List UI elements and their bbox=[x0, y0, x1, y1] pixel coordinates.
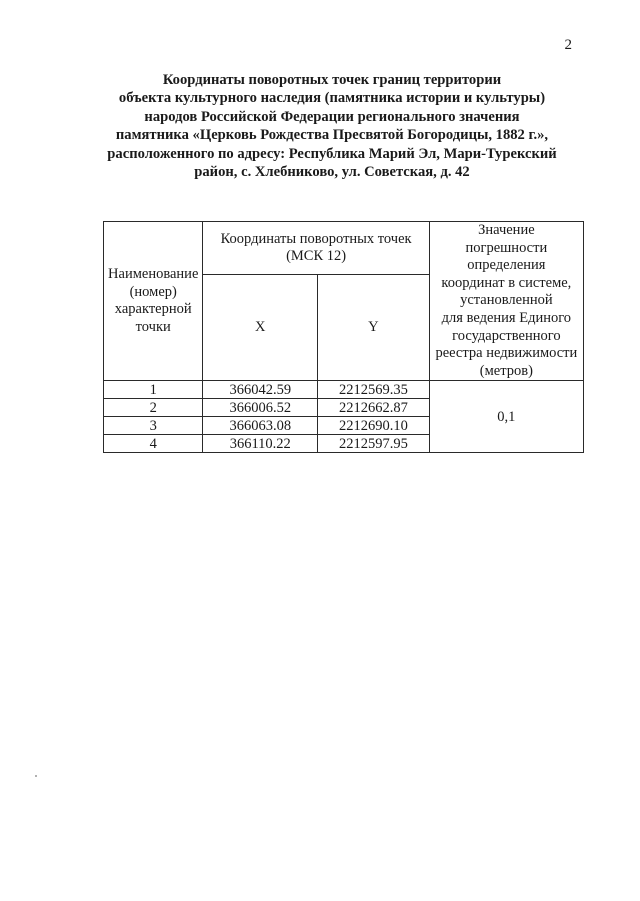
title-line: Координаты поворотных точек границ территории bbox=[162, 72, 502, 88]
scan-speck bbox=[35, 775, 37, 777]
header-error: Значение погрешности определения координат в системе, установленной для ведения Единого государственного реестра недвижимости (метров) bbox=[429, 222, 583, 381]
coordinates-table bbox=[103, 221, 584, 453]
header-coordinates: Координаты поворотных точек (МСК 12) bbox=[203, 222, 429, 275]
cell-y: 2212597.95 bbox=[318, 435, 430, 453]
title-line: объекта культурного наследия (памятника истории и культуры) bbox=[118, 90, 546, 107]
title-line: памятника «Церковь Рождества Пресвятой Богородицы, 1882 г.», bbox=[115, 127, 549, 144]
cell-y: 2212690.10 bbox=[318, 417, 430, 435]
header-point-name: Наименование (номер) характерной точки bbox=[104, 222, 203, 381]
cell-x: 366006.52 bbox=[203, 399, 318, 417]
cell-point: 1 bbox=[104, 381, 203, 399]
cell-y: 2212569.35 bbox=[318, 381, 430, 399]
cell-point: 4 bbox=[104, 435, 203, 453]
cell-x: 366110.22 bbox=[203, 435, 318, 453]
title-line: район, с. Хлебниково, ул. Советская, д. 42 bbox=[194, 164, 470, 181]
page-number: 2 bbox=[564, 37, 572, 53]
cell-y: 2212662.87 bbox=[318, 399, 430, 417]
document-title bbox=[78, 71, 586, 181]
table-row bbox=[104, 381, 584, 399]
title-line: расположенного по адресу: Республика Марий Эл, Мари-Турекский bbox=[107, 145, 557, 162]
title-line: народов Российской Федерации регионального значения bbox=[144, 108, 520, 125]
header-y: Y bbox=[318, 275, 430, 381]
cell-error-value: 0,1 bbox=[429, 381, 583, 453]
cell-x: 366042.59 bbox=[203, 381, 318, 399]
cell-point: 3 bbox=[104, 417, 203, 435]
header-x: X bbox=[203, 275, 318, 381]
cell-x: 366063.08 bbox=[203, 417, 318, 435]
cell-point: 2 bbox=[104, 399, 203, 417]
